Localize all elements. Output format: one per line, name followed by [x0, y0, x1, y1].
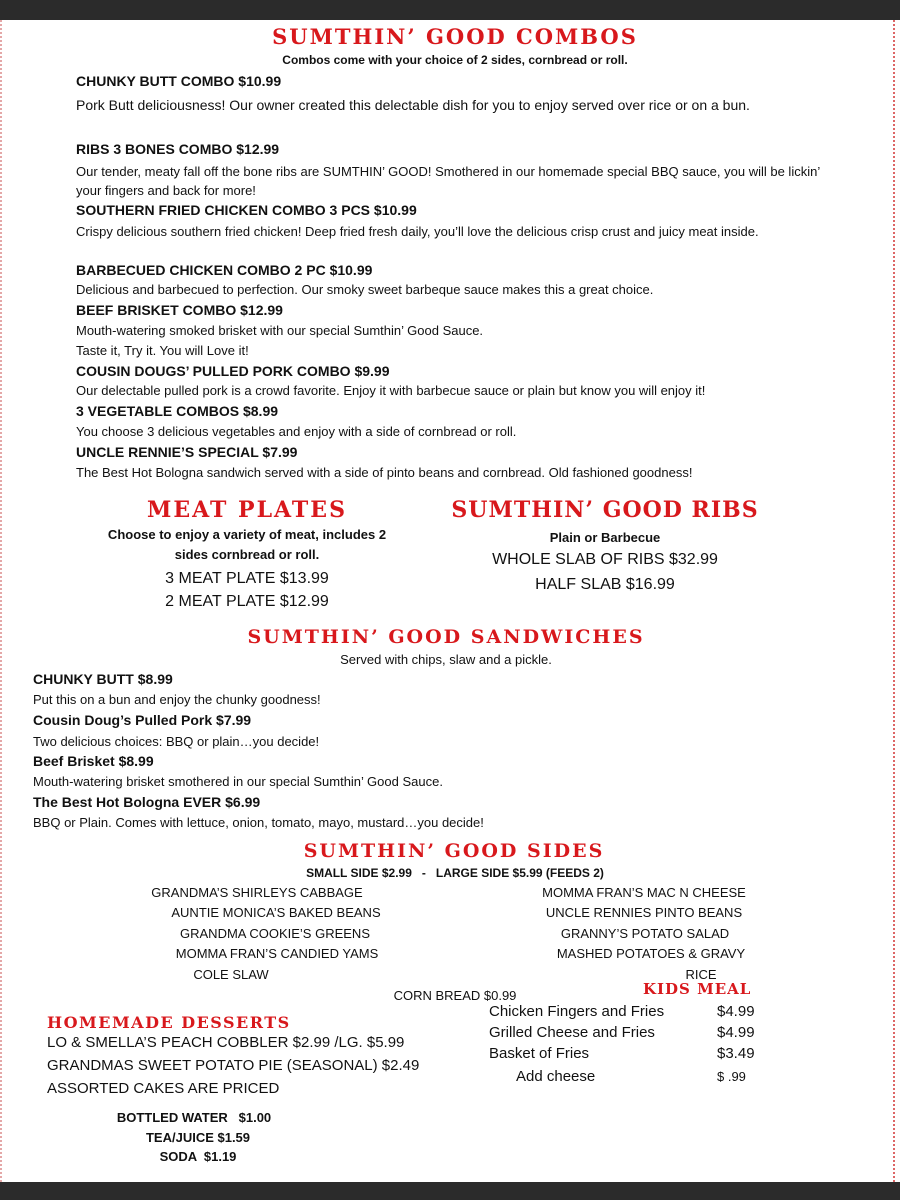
combos-heading: SUMTHIN’ GOOD COMBOS	[272, 24, 638, 49]
side-item: MOMMA FRAN’S CANDIED YAMS	[175, 946, 379, 961]
left-dotted-border	[0, 20, 3, 1182]
kids-item-price: $3.49	[717, 1045, 755, 1062]
combo-desc: You choose 3 delicious vegetables and enjoy with a side of cornbread or roll.	[76, 424, 517, 439]
side-item: MASHED POTATOES & GRAVY	[556, 946, 746, 961]
drink-item: TEA/JUICE $1.59	[145, 1130, 251, 1145]
sandwich-name: Beef Brisket $8.99	[33, 753, 154, 769]
combo-desc: Our delectable pulled pork is a crowd favorite. Enjoy it with barbecue sauce or plain but know you will enjoy it!	[76, 383, 706, 398]
combo-name: BARBECUED CHICKEN COMBO 2 PC $10.99	[76, 262, 373, 278]
meat-plates-note-line1: Choose to enjoy a variety of meat, includes 2	[107, 527, 387, 542]
cornbread: CORN BREAD $0.99	[393, 988, 517, 1003]
dessert-item: ASSORTED CAKES ARE PRICED	[47, 1080, 280, 1097]
combo-name: RIBS 3 BONES COMBO $12.99	[76, 141, 280, 157]
side-item: GRANDMA COOKIE’S GREENS	[180, 926, 370, 941]
sandwich-name: CHUNKY BUTT $8.99	[33, 671, 173, 687]
dessert-item: GRANDMAS SWEET POTATO PIE (SEASONAL) $2.49	[47, 1057, 420, 1074]
ribs-note: Plain or Barbecue	[549, 530, 661, 545]
side-item: MOMMA FRAN’S MAC N CHEESE	[542, 885, 746, 900]
sides-prices: SMALL SIDE $2.99 - LARGE SIDE $5.99 (FEEDS 2)	[306, 866, 604, 880]
combo-name: BEEF BRISKET COMBO $12.99	[76, 302, 283, 318]
sandwich-desc: BBQ or Plain. Comes with lettuce, onion, tomato, mayo, mustard…you decide!	[33, 815, 484, 830]
kids-item-price: $4.99	[717, 1003, 755, 1020]
combo-desc: Pork Butt deliciousness! Our owner created this delectable dish for you to enjoy served over rice or on a bun.	[76, 97, 750, 113]
side-item: GRANDMA’S SHIRLEYS CABBAGE	[151, 885, 363, 900]
side-item: RICE	[685, 967, 717, 982]
side-item: COLE SLAW	[193, 967, 269, 982]
top-band	[0, 0, 900, 20]
combo-desc: Mouth-watering smoked brisket with our special Sumthin’ Good Sauce.	[76, 323, 484, 338]
meat-plate-item: 3 MEAT PLATE $13.99	[165, 570, 329, 587]
desserts-heading: HOMEMADE DESSERTS	[47, 1013, 291, 1032]
sandwiches-heading: SUMTHIN’ GOOD SANDWICHES	[247, 626, 645, 648]
bottom-band	[0, 1182, 900, 1200]
combo-name: CHUNKY BUTT COMBO $10.99	[76, 73, 282, 89]
meat-plate-item: 2 MEAT PLATE $12.99	[165, 593, 329, 610]
kids-item-name: Basket of Fries	[489, 1045, 590, 1062]
right-dotted-border	[893, 20, 896, 1182]
combo-name: UNCLE RENNIE’S SPECIAL $7.99	[76, 444, 298, 460]
combo-desc: Our tender, meaty fall off the bone ribs are SUMTHIN’ GOOD! Smothered in our homemade special BBQ sauce, you will be lickin’ your fingers and back for more!	[76, 164, 820, 198]
drink-item: BOTTLED WATER $1.00	[116, 1110, 272, 1125]
combo-desc: Delicious and barbecued to perfection. Our smoky sweet barbeque sauce makes this a great choice.	[76, 282, 654, 297]
sandwich-desc: Put this on a bun and enjoy the chunky goodness!	[33, 692, 321, 707]
combo-name: 3 VEGETABLE COMBOS $8.99	[76, 403, 279, 419]
side-item: AUNTIE MONICA’S BAKED BEANS	[171, 905, 381, 920]
ribs-item: HALF SLAB $16.99	[535, 576, 675, 593]
combo-name: COUSIN DOUGS’ PULLED PORK COMBO $9.99	[76, 363, 390, 379]
kids-item-name: Chicken Fingers and Fries	[489, 1003, 665, 1020]
kids-item-name: Grilled Cheese and Fries	[489, 1024, 655, 1041]
meat-plates-note-line2: sides cornbread or roll.	[174, 547, 320, 562]
kids-item-price: $ .99	[717, 1069, 746, 1084]
meat-plates-heading: MEAT PLATES	[147, 497, 347, 523]
kids-item-name: Add cheese	[516, 1068, 596, 1085]
side-item: GRANNY’S POTATO SALAD	[560, 926, 730, 941]
sandwich-name: Cousin Doug’s Pulled Pork $7.99	[33, 712, 252, 728]
sandwich-name: The Best Hot Bologna EVER $6.99	[33, 794, 261, 810]
kids-item-price: $4.99	[717, 1024, 755, 1041]
combos-note: Combos come with your choice of 2 sides, cornbread or roll.	[282, 53, 628, 67]
sandwiches-note: Served with chips, slaw and a pickle.	[340, 652, 552, 667]
combo-name: SOUTHERN FRIED CHICKEN COMBO 3 PCS $10.99	[76, 202, 417, 218]
sandwich-desc: Mouth-watering brisket smothered in our special Sumthin’ Good Sauce.	[33, 774, 443, 789]
drink-item: SODA $1.19	[159, 1149, 237, 1164]
ribs-item: WHOLE SLAB OF RIBS $32.99	[492, 551, 718, 568]
sides-heading: SUMTHIN’ GOOD SIDES	[303, 840, 605, 862]
sandwich-desc: Two delicious choices: BBQ or plain…you decide!	[33, 734, 320, 749]
ribs-heading: SUMTHIN’ GOOD RIBS	[451, 497, 759, 523]
combo-desc: Crispy delicious southern fried chicken! Deep fried fresh daily, you’ll love the delicious crisp crust and juicy meat inside.	[76, 224, 759, 239]
kids-meal-heading: KIDS MEAL	[643, 980, 752, 998]
dessert-item: LO & SMELLA’S PEACH COBBLER $2.99 /LG. $5.99	[47, 1034, 405, 1051]
side-item: UNCLE RENNIES PINTO BEANS	[545, 905, 743, 920]
combo-desc: The Best Hot Bologna sandwich served with a side of pinto beans and cornbread. Old fashioned goodness!	[76, 465, 693, 480]
combo-desc-line2: Taste it, Try it. You will Love it!	[76, 343, 249, 358]
